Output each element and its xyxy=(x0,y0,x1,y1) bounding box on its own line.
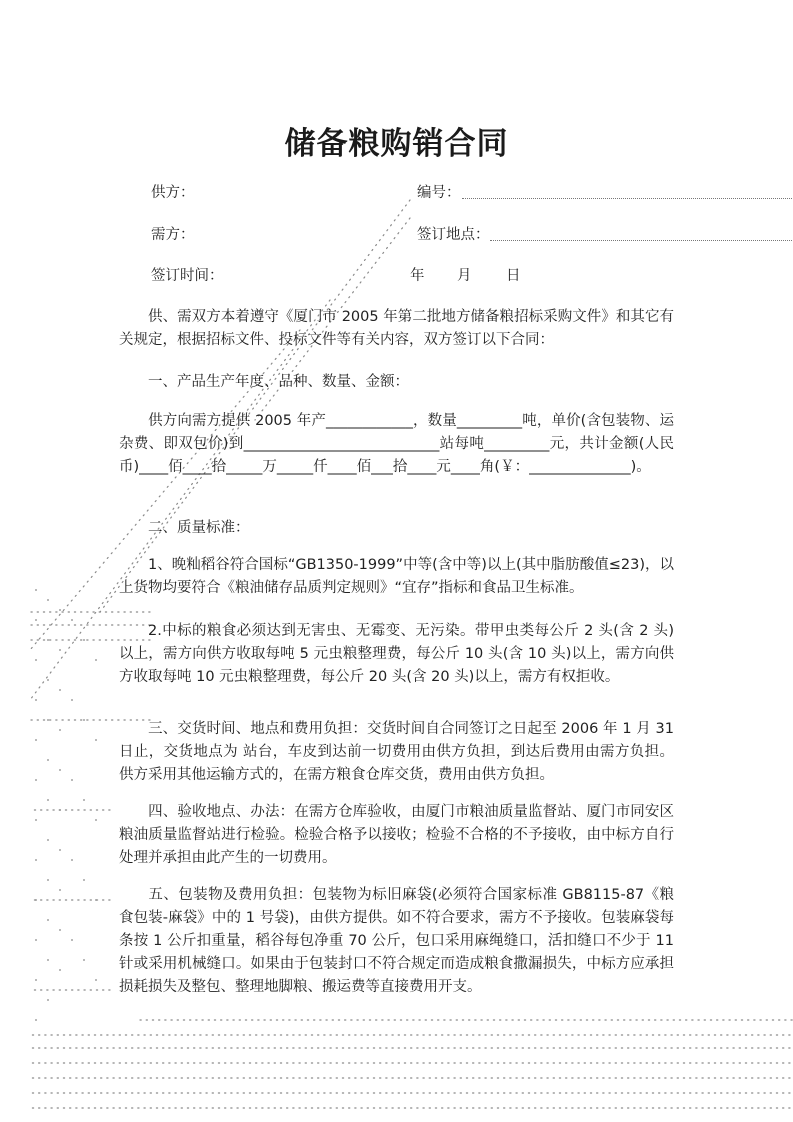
buyer-label: 需方： xyxy=(151,227,195,243)
section-2-heading: 二、质量标准： xyxy=(148,520,250,536)
supplier-label: 供方： xyxy=(151,185,195,201)
section-1-text: 供方向需方提供 2005 年产____________，数量_________吨，单价(含包装物、运杂费、即双包价)到___________________________站每吨_________元，共计金额(人民币)____佰____拾_____万_____仟____佰___拾____元____角(￥：______________)。 xyxy=(119,413,674,475)
section-1-body xyxy=(119,410,674,479)
signing-date-label: 签订时间： xyxy=(151,268,224,284)
section-3-text: 三、交货时间、地点和费用负担：交货时间自合同签订之日起至 2006 年 1 月 31 日止，交货地点为 站台，车皮到达前一切费用由供方负担，到达后费用由需方负担。供方采用其他运输方式的，在需方粮食仓库交货，费用由供方负担。 xyxy=(119,721,674,783)
section-5-paragraph xyxy=(119,884,674,999)
date-day: 日 xyxy=(506,268,521,284)
date-year: 年 xyxy=(410,268,425,284)
signing-place-label: 签订地点： xyxy=(417,227,490,243)
signing-place-line xyxy=(490,240,792,241)
section-2-item-1-text: 1、晚籼稻谷符合国标“GB1350-1999”中等(含中等)以上(其中脂肪酸值≤23)，以上货物均要符合《粮油储存品质判定规则》“宜存”指标和食品卫生标准。 xyxy=(119,557,674,596)
section-1-heading: 一、产品生产年度、品种、数量、金额： xyxy=(148,374,409,390)
section-3-paragraph xyxy=(119,718,674,787)
section-2-item-1 xyxy=(119,554,674,600)
section-2-item-2-text: 2.中标的粮食必须达到无害虫、无霉变、无污染。带甲虫类每公斤 2 头(含 2 头)以上，需方向供方收取每吨 5 元虫粮整理费，每公斤 10 头(含 10 头)以上，需方向供方收取每吨 10 元虫粮整理费，每公斤 20 头(含 20 头)以上，需方有权拒收。 xyxy=(119,623,674,685)
intro-text: 供、需双方本着遵守《厦门市 2005 年第二批地方储备粮招标采购文件》和其它有关规定，根据招标文件、投标文件等有关内容，双方签订以下合同： xyxy=(119,309,674,348)
section-2-item-2 xyxy=(119,620,674,689)
section-4-paragraph xyxy=(119,801,674,870)
document-title: 储备粮购销合同 xyxy=(284,126,509,162)
contract-number-line xyxy=(462,198,792,199)
section-4-text: 四、验收地点、办法：在需方仓库验收，由厦门市粮油质量监督站、厦门市同安区粮油质量监督站进行检验。检验合格予以接收；检验不合格的不予接收，由中标方自行处理并承担由此产生的一切费用。 xyxy=(119,804,674,866)
date-month: 月 xyxy=(457,268,472,284)
section-5-text: 五、包装物及费用负担：包装物为标旧麻袋(必须符合国家标准 GB8115-87《粮食包装-麻袋》中的 1 号袋)，由供方提供。如不符合要求，需方不予接收。包装麻袋每条按 1 公斤扣重量，稻谷每包净重 70 公斤，包口采用麻绳缝口，活扣缝口不少于 11 针或采用机械缝口。如果由于包装封口不符合规定而造成粮食撒漏损失，中标方应承担损耗损失及整包、整理地脚粮、搬运费等直接费用开支。 xyxy=(119,887,674,995)
contract-number-label: 编号： xyxy=(417,185,461,201)
intro-paragraph xyxy=(119,306,674,352)
